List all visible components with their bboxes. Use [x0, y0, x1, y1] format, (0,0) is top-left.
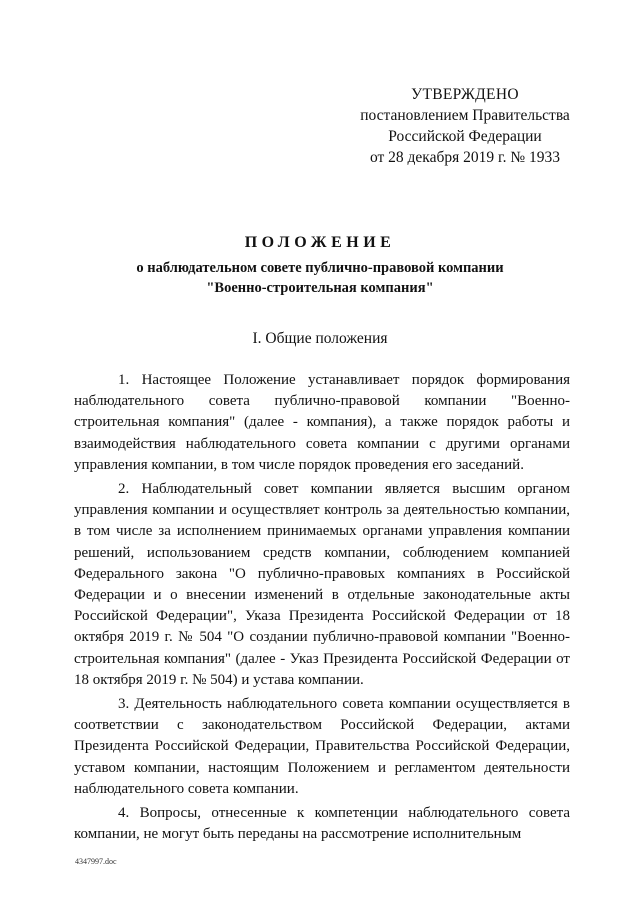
subtitle-line-2: "Военно-строительная компания": [206, 280, 434, 296]
approval-line-3: от 28 декабря 2019 г. № 1933: [369, 149, 561, 166]
paragraph-4: 4. Вопросы, отнесенные к компетенции наблюдательного совета компании, не могут быть переданы на рассмотрение исполнительным: [74, 805, 570, 843]
document-subtitle: [0, 258, 640, 298]
paragraph-1: 1. Настоящее Положение устанавливает порядок формирования наблюдательного совета публично-правовой компании "Военно-строительная компания" (далее - компания), а также порядок работы и взаимодействия наблюдательного совета компании с другими органами управления компании, в том числе порядок проведения его заседаний.: [74, 372, 570, 473]
approval-line-2: Российской Федерации: [388, 128, 542, 145]
approval-title: УТВЕРЖДЕНО: [411, 86, 519, 103]
paragraph-2: 2. Наблюдательный совет компании является высшим органом управления компании и осуществляет контроль за деятельностью компании, в том числе за исполнением принимаемых органами управления компании решений, использованием средств компании, соблюдением компанией Федерального закона "О публично-правовых компаниях в Российской Федерации и о внесении изменений в отдельные законодательные акты Российской Федерации", Указа Президента Российской Федерации от 18 октября 2019 г. № 504 "О создании публично-правовой компании "Военно-строительная компания" (далее - Указ Президента Российской Федерации от 18 октября 2019 г. № 504) и устава компании.: [74, 481, 570, 688]
paragraph-3: 3. Деятельность наблюдательного совета компании осуществляется в соответствии с законодательством Российской Федерации, актами Президента Российской Федерации, Правительства Российской Федерации, уставом компании, настоящим Положением и регламентом деятельности наблюдательного совета компании.: [74, 696, 570, 797]
document-title: ПОЛОЖЕНИЕ: [244, 234, 396, 251]
approval-line-1: постановлением Правительства: [360, 107, 570, 124]
document-body: [74, 370, 570, 848]
section-heading: I. Общие положения: [252, 330, 388, 347]
subtitle-line-1: о наблюдательном совете публично-правовой компании: [136, 260, 504, 276]
approval-stamp: [330, 84, 600, 168]
footer-filename: 4347997.doc: [75, 857, 117, 866]
